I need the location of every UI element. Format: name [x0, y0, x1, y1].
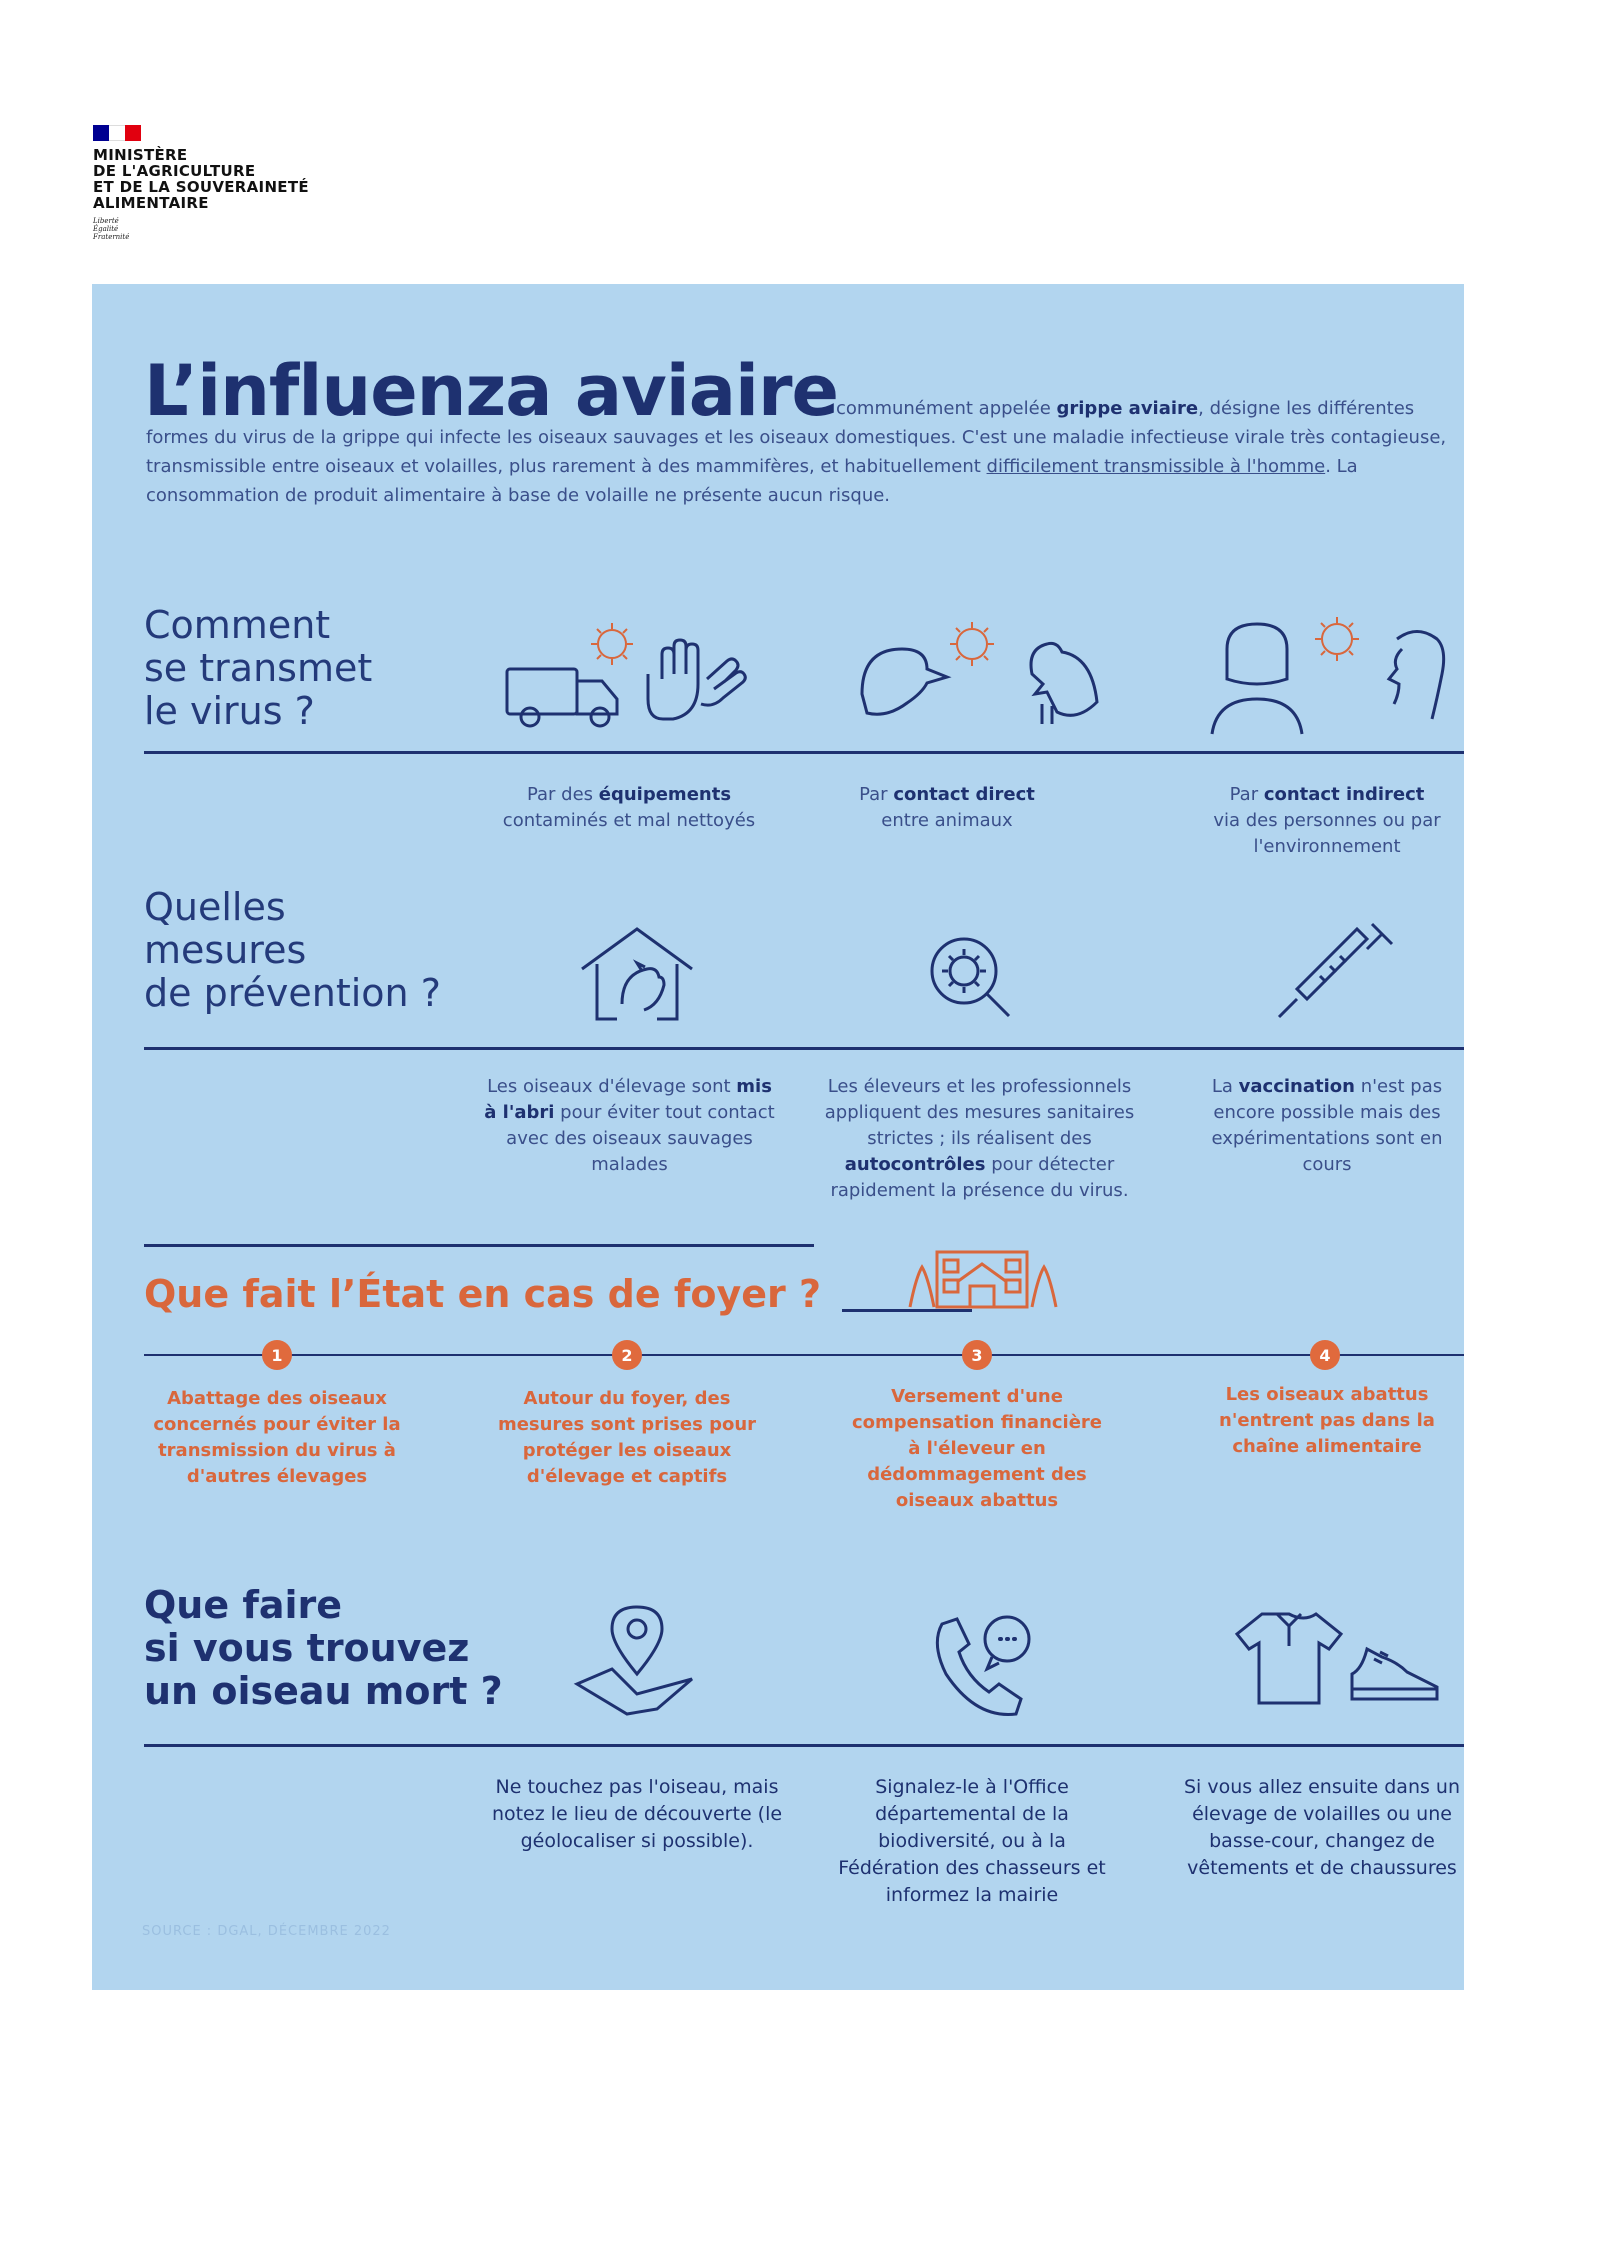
state-step-4: Les oiseaux abattus n'entrent pas dans la chaîne alimentaire [1219, 1384, 1435, 1457]
republic-motto [93, 217, 353, 241]
title-line: Comment [144, 603, 331, 647]
state-title: Que fait l’État en cas de foyer ? [144, 1272, 822, 1316]
transmission-caption-2 [812, 782, 1082, 834]
ministry-logo [93, 125, 353, 241]
caption-bold: mis à l'abri [484, 1076, 772, 1123]
caption-bold: autocontrôles [844, 1154, 986, 1175]
prevention-caption-3 [1192, 1074, 1462, 1178]
deadbird-title [144, 1584, 503, 1713]
ministry-name [93, 147, 353, 211]
caption-text: entre animaux [881, 810, 1013, 831]
section-divider [144, 1744, 1464, 1747]
title-line: un oiseau mort ? [144, 1669, 503, 1713]
intro-text: communément appelée [836, 398, 1057, 419]
magnifier-virus-icon [922, 929, 1022, 1029]
caption-bold: équipements [598, 784, 732, 805]
prevention-caption-2 [797, 1074, 1162, 1204]
title-line: Que faire [144, 1583, 343, 1627]
title-line: Quelles [144, 885, 286, 929]
state-top-rule [144, 1244, 814, 1247]
caption-text: Par [859, 784, 894, 805]
transmission-caption-3 [1192, 782, 1462, 860]
caption-text: pour éviter tout contact avec des oiseaux sauvages malades [506, 1102, 775, 1175]
person-virus-icon [1197, 609, 1457, 744]
step-number-badge: 1 [262, 1340, 292, 1370]
shelter-chicken-icon [572, 919, 702, 1029]
step-number-badge: 2 [612, 1340, 642, 1370]
caption-text: La [1211, 1076, 1239, 1097]
map-pin-icon [572, 1604, 702, 1724]
step-number-badge: 4 [1310, 1340, 1340, 1370]
title-line: le virus ? [144, 689, 315, 733]
caption-bold: contact direct [893, 784, 1035, 805]
infographic-panel [92, 284, 1464, 1990]
caption-text: pour détecter rapidement la présence du virus. [830, 1154, 1129, 1201]
truck-gloves-virus-icon [502, 619, 782, 739]
transmission-title [144, 604, 372, 733]
ministry-name-line: DE L'AGRICULTURE [93, 162, 256, 180]
title-line: se transmet [144, 646, 373, 690]
motto-line: Fraternité [93, 233, 130, 241]
deadbird-caption-3: Si vous allez ensuite dans un élevage de volailles ou une basse-cour, changez de vêtements et de chaussures [1183, 1776, 1461, 1879]
intro-text: . La consommation de produit alimentaire à base de volaille ne présente aucun risque. [146, 456, 1358, 506]
ministry-name-line: ET DE LA SOUVERAINETÉ [93, 178, 309, 196]
goose-chicken-virus-icon [852, 614, 1112, 744]
flag-white-band [109, 125, 125, 141]
caption-text: via des personnes ou par l'environnement [1213, 810, 1441, 857]
section-divider [144, 751, 1464, 754]
intro-bold: grippe aviaire [1056, 398, 1199, 419]
french-flag-icon [93, 125, 141, 141]
deadbird-caption-2: Signalez-le à l'Office départemental de la biodiversité, ou à la Fédération des chasseurs et informez la mairie [838, 1776, 1106, 1906]
title-line: de prévention ? [144, 971, 441, 1015]
step-number-badge: 3 [962, 1340, 992, 1370]
caption-text: n'est pas encore possible mais des expérimentations sont en cours [1211, 1076, 1443, 1175]
title-line: si vous trouvez [144, 1626, 470, 1670]
intro-paragraph [146, 394, 1464, 510]
source-note: SOURCE : DGAL, DÉCEMBRE 2022 [142, 1924, 391, 1939]
caption-text: Par [1229, 784, 1264, 805]
caption-bold: vaccination [1238, 1076, 1355, 1097]
farm-building-icon [902, 1242, 1062, 1312]
prevention-caption-1 [482, 1074, 777, 1178]
steps-timeline [144, 1354, 1464, 1356]
prevention-title [144, 886, 441, 1015]
transmission-caption-1 [464, 782, 794, 834]
motto-line: Égalité [93, 225, 119, 233]
state-step-2: Autour du foyer, des mesures sont prises pour protéger les oiseaux d'élevage et captifs [497, 1388, 757, 1487]
caption-text: contaminés et mal nettoyés [502, 810, 756, 831]
motto-line: Liberté [93, 217, 119, 225]
caption-text: Par des [526, 784, 599, 805]
section-divider [144, 1047, 1464, 1050]
flag-blue-band [93, 125, 109, 141]
ministry-name-line: MINISTÈRE [93, 146, 188, 164]
caption-text: Les éleveurs et les professionnels appliquent des mesures sanitaires strictes ; ils réalisent des [824, 1076, 1135, 1149]
intro-underlined: difficilement transmissible à l'homme [986, 456, 1326, 477]
caption-text: Les oiseaux d'élevage sont [487, 1076, 737, 1097]
state-step-3: Versement d'une compensation financière à l'éleveur en dédommagement des oiseaux abattus [851, 1386, 1103, 1511]
title-line: mesures [144, 928, 307, 972]
state-step-1: Abattage des oiseaux concernés pour éviter la transmission du virus à d'autres élevages [153, 1388, 401, 1487]
deadbird-caption-1: Ne touchez pas l'oiseau, mais notez le lieu de découverte (le géolocaliser si possible). [491, 1776, 783, 1852]
shirt-shoe-icon [1232, 1604, 1452, 1714]
flag-red-band [125, 125, 141, 141]
intro-text: , désigne les différentes formes du virus de la grippe qui infecte les oiseaux sauvages et les oiseaux domestiques. C'est une maladie infectieuse virale très contagieuse, transmissible entre oiseaux et volailles, plus rarement à des mammifères, et habituellement [146, 398, 1447, 477]
ministry-name-line: ALIMENTAIRE [93, 194, 209, 212]
caption-bold: contact indirect [1263, 784, 1425, 805]
phone-chat-icon [922, 1609, 1042, 1724]
syringe-icon [1272, 914, 1402, 1034]
main-title: L’influenza aviaire [144, 350, 838, 432]
